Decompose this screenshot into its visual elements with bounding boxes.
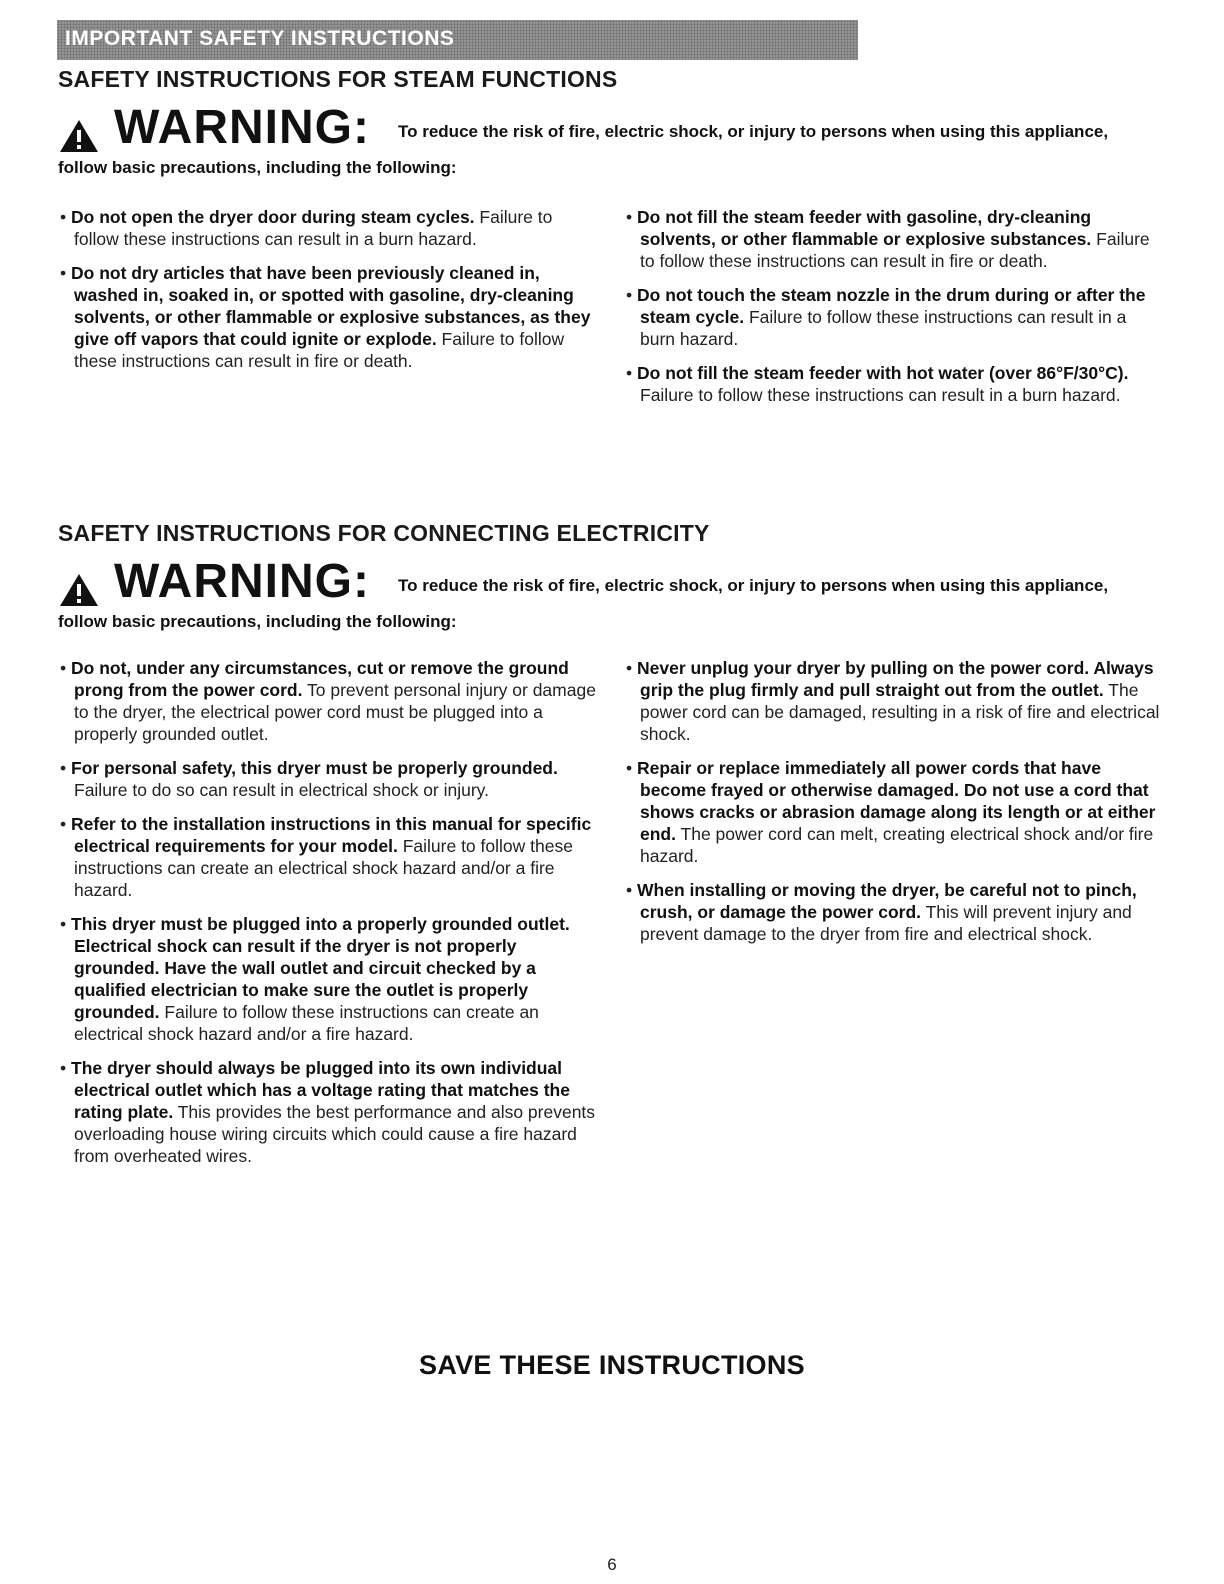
list-item: • Never unplug your dryer by pulling on the power cord. Always grip the plug firmly and pull straight out from the outlet. The power cord can be damaged, resulting in a risk of fire and electrical shock.	[626, 658, 1160, 744]
list-item: • Do not dry articles that have been previously cleaned in, washed in, soaked in, or spotted with gasoline, dry-cleaning solvents, or other flammable or explosive substances, as they give off vapors that could ignite or explode. Failure to follow these instructions can result in fire or death.	[60, 263, 591, 371]
steam-section-title: SAFETY INSTRUCTIONS FOR STEAM FUNCTIONS	[58, 66, 618, 92]
banner-title: IMPORTANT SAFETY INSTRUCTIONS	[65, 27, 455, 50]
electric-right-column	[626, 657, 1166, 957]
warning-continuation: follow basic precautions, including the following:	[58, 158, 457, 177]
list-item: • Do not fill the steam feeder with gasoline, dry-cleaning solvents, or other flammable or explosive substances. Failure to follow these instructions can result in fire or death.	[626, 207, 1150, 271]
warning-lead-text: To reduce the risk of fire, electric shock, or injury to persons when using this appliance,	[398, 122, 1109, 141]
electric-warning	[58, 554, 1158, 632]
steam-left-column	[60, 206, 600, 384]
electric-section-title: SAFETY INSTRUCTIONS FOR CONNECTING ELECTRICITY	[58, 520, 710, 546]
warning-lead-text: To reduce the risk of fire, electric shock, or injury to persons when using this appliance,	[398, 576, 1109, 595]
electric-left-column	[60, 657, 600, 1179]
list-item: • When installing or moving the dryer, be careful not to pinch, crush, or damage the power cord. This will prevent injury and prevent damage to the dryer from fire and electrical shock.	[626, 880, 1137, 944]
steam-warning	[58, 100, 1158, 178]
section-banner	[57, 20, 858, 60]
list-item: • Do not open the dryer door during steam cycles. Failure to follow these instructions can result in a burn hazard.	[60, 207, 553, 249]
list-item: • The dryer should always be plugged into its own individual electrical outlet which has a voltage rating that matches the rating plate. This provides the best performance and also prevents overloading house wiring circuits which could cause a fire hazard from overheated wires.	[60, 1058, 596, 1166]
list-item: • Repair or replace immediately all power cords that have become frayed or otherwise damaged. Do not use a cord that shows cracks or abrasion damage along its length or at either end. The power cord can melt, creating electrical shock and/or fire hazard.	[626, 758, 1156, 866]
warning-label: WARNING:	[114, 555, 370, 608]
save-instructions-heading: SAVE THESE INSTRUCTIONS	[419, 1350, 805, 1380]
list-item: • For personal safety, this dryer must be properly grounded. Failure to do so can result in electrical shock or injury.	[60, 758, 558, 800]
list-item: • This dryer must be plugged into a properly grounded outlet. Electrical shock can result if the dryer is not properly grounded. Have the wall outlet and circuit checked by a qualified electrician to make sure the outlet is properly grounded. Failure to follow these instructions can create an electrical shock hazard and/or a fire hazard.	[60, 914, 570, 1044]
warning-continuation: follow basic precautions, including the following:	[58, 612, 457, 631]
warning-label: WARNING:	[114, 101, 370, 154]
steam-right-column	[626, 206, 1166, 418]
page-number: 6	[607, 1555, 617, 1574]
list-item: • Refer to the installation instructions in this manual for specific electrical requirements for your model. Failure to follow these instructions can create an electrical shock hazard and/or a fire hazard.	[60, 814, 592, 900]
warning-triangle-icon	[58, 572, 100, 608]
warning-triangle-icon	[58, 118, 100, 154]
list-item: • Do not touch the steam nozzle in the drum during or after the steam cycle. Failure to follow these instructions can result in a burn hazard.	[626, 285, 1146, 349]
list-item: • Do not, under any circumstances, cut or remove the ground prong from the power cord. To prevent personal injury or damage to the dryer, the electrical power cord must be plugged into a properly grounded outlet.	[60, 658, 596, 744]
list-item: • Do not fill the steam feeder with hot water (over 86°F/30°C). Failure to follow these instructions can result in a burn hazard.	[626, 363, 1129, 405]
